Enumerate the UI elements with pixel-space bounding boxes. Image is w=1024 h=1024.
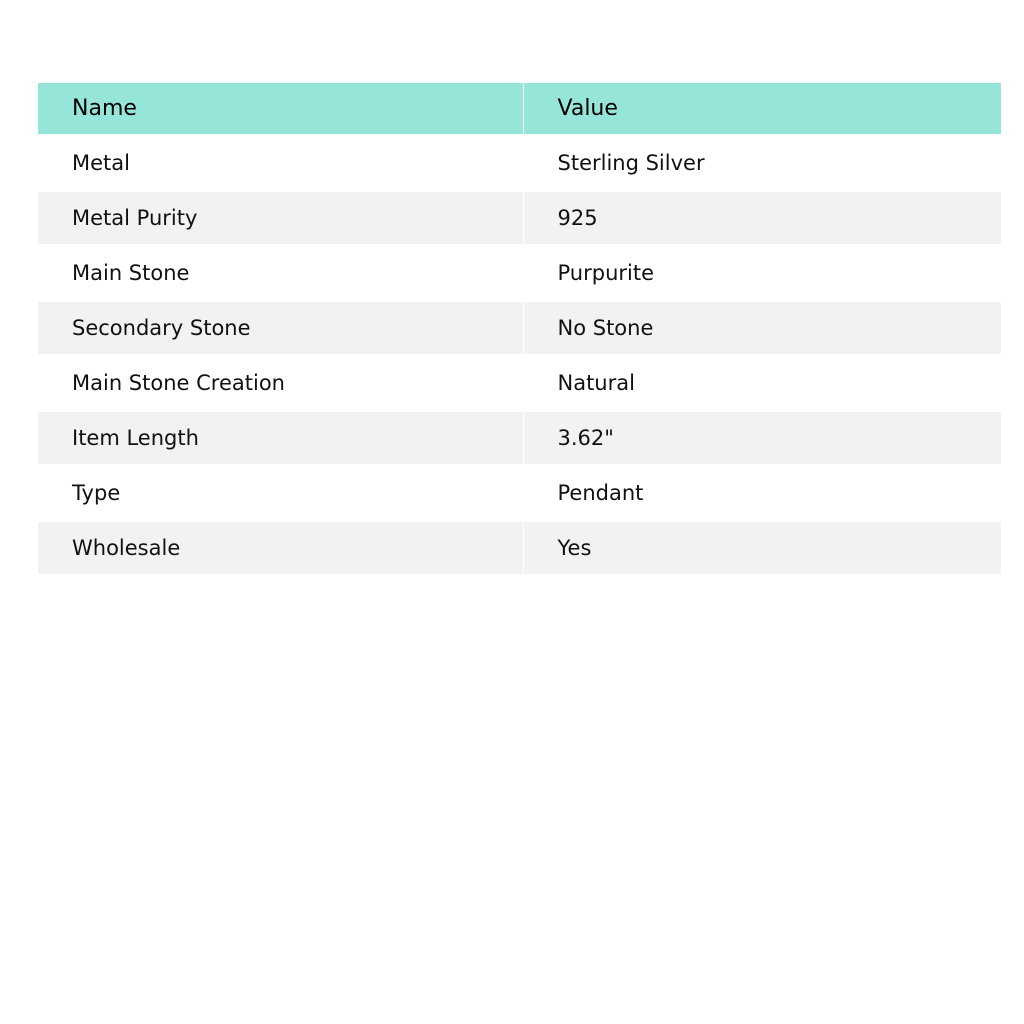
table-body [38, 134, 1001, 574]
table-row [38, 412, 1001, 464]
row-name-cell: Item Length [38, 412, 523, 464]
table-row [38, 302, 1001, 354]
row-value-cell: Purpurite [523, 244, 1001, 302]
row-value-cell: No Stone [523, 302, 1001, 354]
row-value-cell: Yes [523, 522, 1001, 574]
row-value-cell: 925 [523, 192, 1001, 244]
table-row [38, 522, 1001, 574]
row-name-cell: Secondary Stone [38, 302, 523, 354]
column-header-name: Name [38, 83, 523, 134]
row-name-cell: Wholesale [38, 522, 523, 574]
row-name-cell: Main Stone [38, 244, 523, 302]
header-row [38, 83, 1001, 134]
row-name-cell: Main Stone Creation [38, 354, 523, 412]
row-value-cell: Sterling Silver [523, 134, 1001, 192]
table-row [38, 192, 1001, 244]
row-value-cell: 3.62" [523, 412, 1001, 464]
specifications-table [38, 83, 1001, 574]
table-row [38, 464, 1001, 522]
row-value-cell: Natural [523, 354, 1001, 412]
row-name-cell: Type [38, 464, 523, 522]
column-header-value: Value [523, 83, 1001, 134]
table-row [38, 354, 1001, 412]
row-name-cell: Metal Purity [38, 192, 523, 244]
row-name-cell: Metal [38, 134, 523, 192]
table-row [38, 244, 1001, 302]
row-value-cell: Pendant [523, 464, 1001, 522]
table-row [38, 134, 1001, 192]
table-header [38, 83, 1001, 134]
